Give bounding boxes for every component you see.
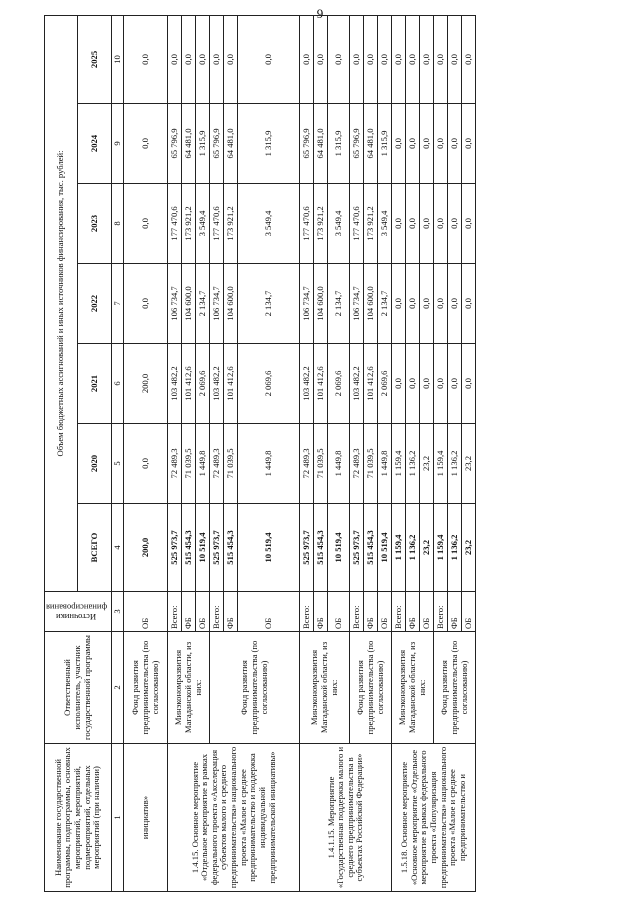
year-value: 72 489,3 <box>300 424 314 504</box>
funding-source: ФБ <box>314 592 328 632</box>
year-value: 2 134,7 <box>328 264 350 344</box>
header-responsible-col: Ответственный исполнитель, участник государственной программы <box>45 632 112 744</box>
year-value: 104 600,0 <box>224 264 238 344</box>
year-value: 0,0 <box>462 184 476 264</box>
year-value: 1 449,8 <box>328 424 350 504</box>
year-value: 64 481,0 <box>182 104 196 184</box>
total-value: 525 973,7 <box>210 504 224 592</box>
total-value: 10 519,4 <box>196 504 210 592</box>
header-year: 2021 <box>78 344 111 424</box>
total-value: 525 973,7 <box>350 504 364 592</box>
year-value: 72 489,3 <box>168 424 182 504</box>
year-value: 101 412,6 <box>182 344 196 424</box>
year-value: 0,0 <box>168 15 182 103</box>
year-value: 0,0 <box>314 15 328 103</box>
total-value: 525 973,7 <box>168 504 182 592</box>
year-value: 1 449,8 <box>378 424 392 504</box>
year-value: 65 796,9 <box>300 104 314 184</box>
column-number: 6 <box>111 344 124 424</box>
total-value: 23,2 <box>462 504 476 592</box>
column-number: 1 <box>111 744 124 892</box>
year-value: 0,0 <box>462 15 476 103</box>
year-value: 106 734,7 <box>168 264 182 344</box>
funding-source: Всего: <box>168 592 182 632</box>
year-value: 71 039,5 <box>224 424 238 504</box>
year-value: 1 159,4 <box>434 424 448 504</box>
year-value: 0,0 <box>406 15 420 103</box>
year-value: 0,0 <box>392 184 406 264</box>
measure-name: инициатив» <box>124 744 168 892</box>
year-value: 64 481,0 <box>224 104 238 184</box>
year-value: 177 470,6 <box>350 184 364 264</box>
year-value: 0,0 <box>462 264 476 344</box>
year-value: 71 039,5 <box>314 424 328 504</box>
year-value: 173 921,2 <box>364 184 378 264</box>
year-value: 101 412,6 <box>364 344 378 424</box>
measure-name: 1.5.18. Основное мероприятие «Основное мероприятие «Отдельное мероприятие в рамках федерального проекта «Популяризация предпринимательства» национального проекта «Малое и среднее предпринимательство и <box>392 744 476 892</box>
year-value: 2 134,7 <box>238 264 300 344</box>
year-value: 1 315,9 <box>238 104 300 184</box>
funding-source: Всего: <box>210 592 224 632</box>
total-value: 1 159,4 <box>392 504 406 592</box>
year-value: 1 315,9 <box>328 104 350 184</box>
year-value: 103 482,2 <box>210 344 224 424</box>
year-value: 200,0 <box>124 344 168 424</box>
year-value: 0,0 <box>434 344 448 424</box>
year-value: 0,0 <box>420 344 434 424</box>
total-value: 515 454,3 <box>314 504 328 592</box>
total-value: 515 454,3 <box>364 504 378 592</box>
year-value: 0,0 <box>406 104 420 184</box>
column-number: 3 <box>111 592 124 632</box>
funding-source: ОБ <box>238 592 300 632</box>
funding-source: Всего: <box>392 592 406 632</box>
year-value: 65 796,9 <box>168 104 182 184</box>
funding-source: ФБ <box>182 592 196 632</box>
year-value: 1 449,8 <box>196 424 210 504</box>
responsible-executor: Минэкономразвития Магаданской области, из них: <box>168 632 210 744</box>
year-value: 173 921,2 <box>182 184 196 264</box>
header-year: 2024 <box>78 104 111 184</box>
year-value: 2 134,7 <box>196 264 210 344</box>
year-value: 0,0 <box>434 184 448 264</box>
year-value: 1 136,2 <box>448 424 462 504</box>
responsible-executor: Минэкономразвития Магаданской области, из них: <box>300 632 350 744</box>
year-value: 104 600,0 <box>182 264 196 344</box>
funding-source: ФБ <box>448 592 462 632</box>
funding-source: ФБ <box>224 592 238 632</box>
year-value: 0,0 <box>364 15 378 103</box>
year-value: 3 549,4 <box>238 184 300 264</box>
year-value: 0,0 <box>420 184 434 264</box>
year-value: 0,0 <box>420 15 434 103</box>
year-value: 0,0 <box>448 344 462 424</box>
header-year: 2025 <box>78 15 111 103</box>
year-value: 177 470,6 <box>210 184 224 264</box>
column-number: 9 <box>111 104 124 184</box>
year-value: 65 796,9 <box>350 104 364 184</box>
header-year: 2023 <box>78 184 111 264</box>
year-value: 106 734,7 <box>350 264 364 344</box>
table-row <box>300 15 314 891</box>
year-value: 64 481,0 <box>314 104 328 184</box>
year-value: 0,0 <box>182 15 196 103</box>
year-value: 23,2 <box>462 424 476 504</box>
total-value: 1 159,4 <box>434 504 448 592</box>
measure-name: 1.4.1.15. Мероприятие «Государственная поддержка малого и среднего предпринимательства в субъектах Российской Федерации» <box>300 744 392 892</box>
year-value: 0,0 <box>328 15 350 103</box>
rotated-table-container <box>44 16 636 892</box>
year-value: 1 315,9 <box>378 104 392 184</box>
year-value: 106 734,7 <box>210 264 224 344</box>
year-value: 0,0 <box>406 264 420 344</box>
year-value: 101 412,6 <box>224 344 238 424</box>
year-value: 0,0 <box>124 424 168 504</box>
year-value: 2 069,6 <box>196 344 210 424</box>
header-year: 2022 <box>78 264 111 344</box>
year-value: 0,0 <box>462 104 476 184</box>
year-value: 0,0 <box>462 344 476 424</box>
header-name-col: Наименование государственной программы, подпрограммы, основных мероприятий, мероприятий, подмероприятий, отдельных мероприятий (при наличии) <box>45 744 112 892</box>
year-value: 1 136,2 <box>406 424 420 504</box>
year-value: 0,0 <box>124 264 168 344</box>
year-value: 0,0 <box>224 15 238 103</box>
year-value: 0,0 <box>124 104 168 184</box>
funding-source: Всего: <box>434 592 448 632</box>
year-value: 71 039,5 <box>364 424 378 504</box>
total-value: 515 454,3 <box>224 504 238 592</box>
column-number: 2 <box>111 632 124 744</box>
year-value: 72 489,3 <box>350 424 364 504</box>
year-value: 2 069,6 <box>328 344 350 424</box>
responsible-executor: Минэкономразвития Магаданской области, из них: <box>392 632 434 744</box>
year-value: 103 482,2 <box>300 344 314 424</box>
year-value: 0,0 <box>350 15 364 103</box>
year-value: 23,2 <box>420 424 434 504</box>
column-number: 7 <box>111 264 124 344</box>
year-value: 3 549,4 <box>196 184 210 264</box>
year-value: 0,0 <box>124 15 168 103</box>
year-value: 103 482,2 <box>168 344 182 424</box>
year-value: 1 449,8 <box>238 424 300 504</box>
column-number: 4 <box>111 504 124 592</box>
funding-source: ОБ <box>378 592 392 632</box>
year-value: 104 600,0 <box>364 264 378 344</box>
year-value: 3 549,4 <box>378 184 392 264</box>
year-value: 0,0 <box>448 15 462 103</box>
year-value: 0,0 <box>420 264 434 344</box>
column-number: 5 <box>111 424 124 504</box>
funding-source: ОБ <box>196 592 210 632</box>
header-source-label: Источники финансирования <box>45 602 108 623</box>
total-value: 525 973,7 <box>300 504 314 592</box>
column-number: 10 <box>111 15 124 103</box>
page-content <box>44 16 636 892</box>
responsible-executor: Фонд развития предпринимательства (по согласованию) <box>124 632 168 744</box>
page-number: 9 <box>316 6 324 21</box>
year-value: 65 796,9 <box>210 104 224 184</box>
year-value: 177 470,6 <box>300 184 314 264</box>
total-value: 1 136,2 <box>448 504 462 592</box>
year-value: 0,0 <box>392 344 406 424</box>
year-value: 3 549,4 <box>328 184 350 264</box>
total-value: 515 454,3 <box>182 504 196 592</box>
responsible-executor: Фонд развития предпринимательства (по согласованию) <box>350 632 392 744</box>
year-value: 103 482,2 <box>350 344 364 424</box>
year-value: 0,0 <box>300 15 314 103</box>
funding-source: ОБ <box>420 592 434 632</box>
year-value: 177 470,6 <box>168 184 182 264</box>
year-value: 0,0 <box>406 344 420 424</box>
year-value: 0,0 <box>406 184 420 264</box>
header-volume-title: Объем бюджетных ассигнований и иных источников финансирования, тыс. рублей: <box>45 15 78 591</box>
measure-name: 1.4.15. Основное мероприятие «Отдельное мероприятие в рамках федерального проекта «Акселерация субъектов малого и среднего предпринимательства» национального проекта «Малое и среднее предпринимательство и поддержка индивидуальной предпринимательской инициативы» <box>168 744 300 892</box>
column-number: 8 <box>111 184 124 264</box>
year-value: 64 481,0 <box>364 104 378 184</box>
total-value: 10 519,4 <box>328 504 350 592</box>
year-value: 0,0 <box>392 15 406 103</box>
year-value: 0,0 <box>434 15 448 103</box>
year-value: 0,0 <box>448 264 462 344</box>
year-value: 0,0 <box>238 15 300 103</box>
funding-source: ОБ <box>462 592 476 632</box>
year-value: 0,0 <box>434 264 448 344</box>
header-year: 2020 <box>78 424 111 504</box>
table-body <box>124 15 476 891</box>
year-value: 1 315,9 <box>196 104 210 184</box>
year-value: 1 159,4 <box>392 424 406 504</box>
responsible-executor: Фонд развития предпринимательства (по согласованию) <box>434 632 476 744</box>
year-value: 0,0 <box>448 184 462 264</box>
total-value: 200,0 <box>124 504 168 592</box>
year-value: 0,0 <box>124 184 168 264</box>
table-row <box>124 15 168 891</box>
responsible-executor: Фонд развития предпринимательства (по согласованию) <box>210 632 300 744</box>
funding-source: Всего: <box>300 592 314 632</box>
year-value: 0,0 <box>378 15 392 103</box>
year-value: 0,0 <box>196 15 210 103</box>
year-value: 0,0 <box>448 104 462 184</box>
year-value: 173 921,2 <box>224 184 238 264</box>
year-value: 104 600,0 <box>314 264 328 344</box>
table-row <box>168 15 182 891</box>
year-value: 0,0 <box>392 264 406 344</box>
total-value: 10 519,4 <box>238 504 300 592</box>
year-value: 2 134,7 <box>378 264 392 344</box>
year-value: 0,0 <box>210 15 224 103</box>
total-value: 1 136,2 <box>406 504 420 592</box>
year-value: 173 921,2 <box>314 184 328 264</box>
total-value: 23,2 <box>420 504 434 592</box>
year-value: 0,0 <box>420 104 434 184</box>
year-value: 71 039,5 <box>182 424 196 504</box>
total-value: 10 519,4 <box>378 504 392 592</box>
year-value: 0,0 <box>434 104 448 184</box>
header-source-col <box>45 592 112 632</box>
funding-source: ФБ <box>406 592 420 632</box>
funding-source: Всего: <box>350 592 364 632</box>
year-value: 101 412,6 <box>314 344 328 424</box>
funding-source: ФБ <box>364 592 378 632</box>
year-value: 0,0 <box>392 104 406 184</box>
funding-source: ОБ <box>328 592 350 632</box>
funding-source: ОБ <box>124 592 168 632</box>
year-value: 72 489,3 <box>210 424 224 504</box>
financing-table <box>44 15 476 892</box>
year-value: 106 734,7 <box>300 264 314 344</box>
header-total-col: ВСЕГО <box>78 504 111 592</box>
table-row <box>392 15 406 891</box>
year-value: 2 069,6 <box>378 344 392 424</box>
year-value: 2 069,6 <box>238 344 300 424</box>
